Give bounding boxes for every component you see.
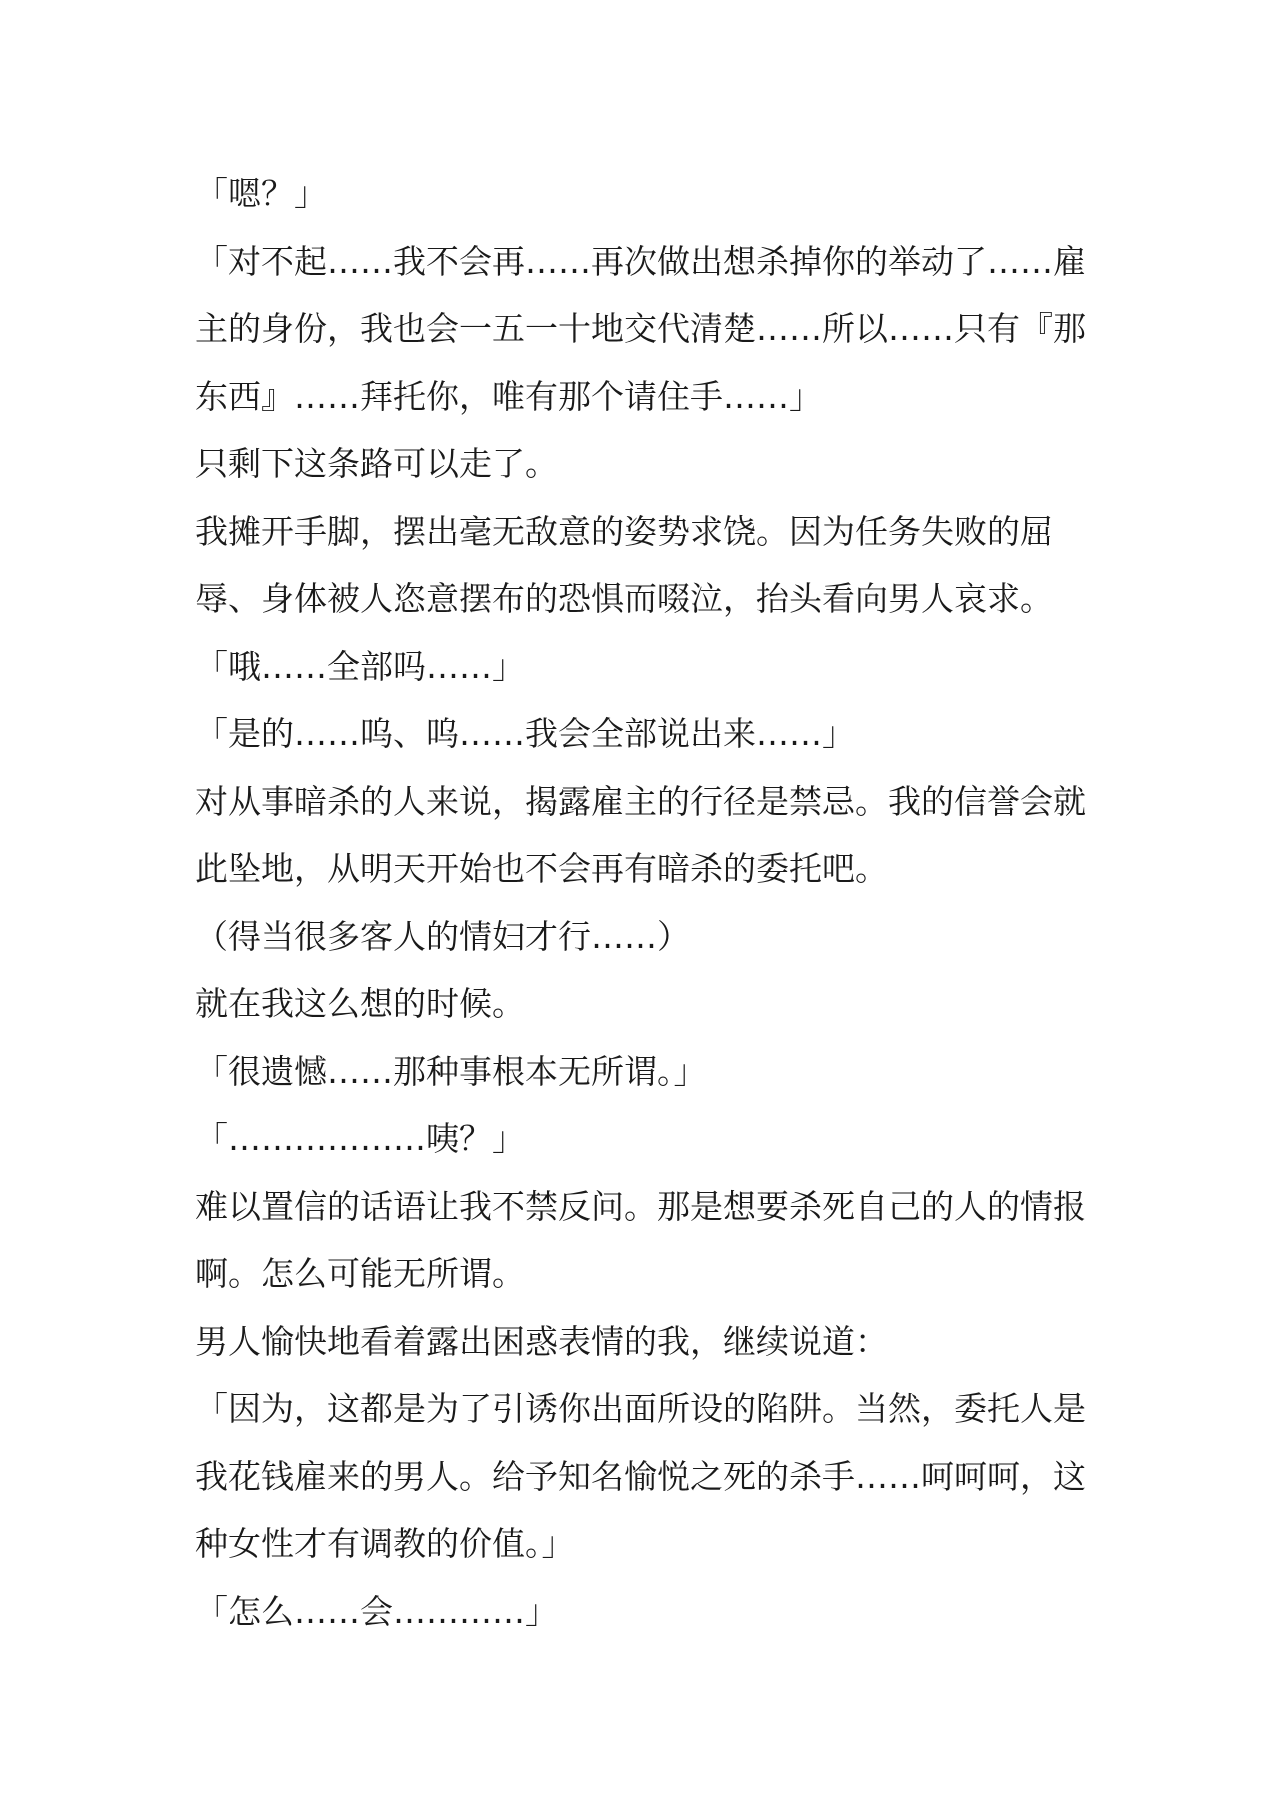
paragraph-7: 对从事暗杀的人来说，揭露雇主的行径是禁忌。我的信誉会就此坠地，从明天开始也不会再有暗杀的委托吧。 bbox=[195, 781, 1086, 888]
paragraph-9: 就在我这么想的时候。 bbox=[195, 984, 525, 1023]
paragraph-13: 男人愉快地看着露出困惑表情的我，继续说道： bbox=[195, 1321, 888, 1361]
paragraph-8: （得当很多客人的情妇才行……） bbox=[195, 916, 690, 956]
paragraph-1: 「嗯？」 bbox=[195, 174, 327, 213]
text-body bbox=[195, 160, 1095, 1645]
paragraph-6: 「是的……呜、呜……我会全部说出来……」 bbox=[195, 714, 855, 753]
paragraph-10: 「很遗憾……那种事根本无所谓。」 bbox=[195, 1051, 707, 1091]
paragraph-11: 「………………咦？」 bbox=[195, 1119, 525, 1158]
paragraph-15: 「怎么……会…………」 bbox=[195, 1591, 558, 1631]
paragraph-4: 我摊开手脚，摆出毫无敌意的姿势求饶。因为任务失败的屈辱、身体被人恣意摆布的恐惧而啜泣，抬头看向男人哀求。 bbox=[195, 511, 1053, 618]
paragraph-3: 只剩下这条路可以走了。 bbox=[195, 444, 558, 483]
paragraph-5: 「哦……全部吗……」 bbox=[195, 646, 525, 686]
paragraph-14: 「因为，这都是为了引诱你出面所设的陷阱。当然，委托人是我花钱雇来的男人。给予知名愉悦之死的杀手……呵呵呵，这种女性才有调教的价值。」 bbox=[195, 1389, 1086, 1563]
paragraph-2: 「对不起……我不会再……再次做出想杀掉你的举动了……雇主的身份，我也会一五一十地交代清楚……所以……只有『那东西』……拜托你，唯有那个请住手……」 bbox=[195, 241, 1086, 416]
paragraph-12: 难以置信的话语让我不禁反问。那是想要杀死自己的人的情报啊。怎么可能无所谓。 bbox=[195, 1186, 1086, 1293]
